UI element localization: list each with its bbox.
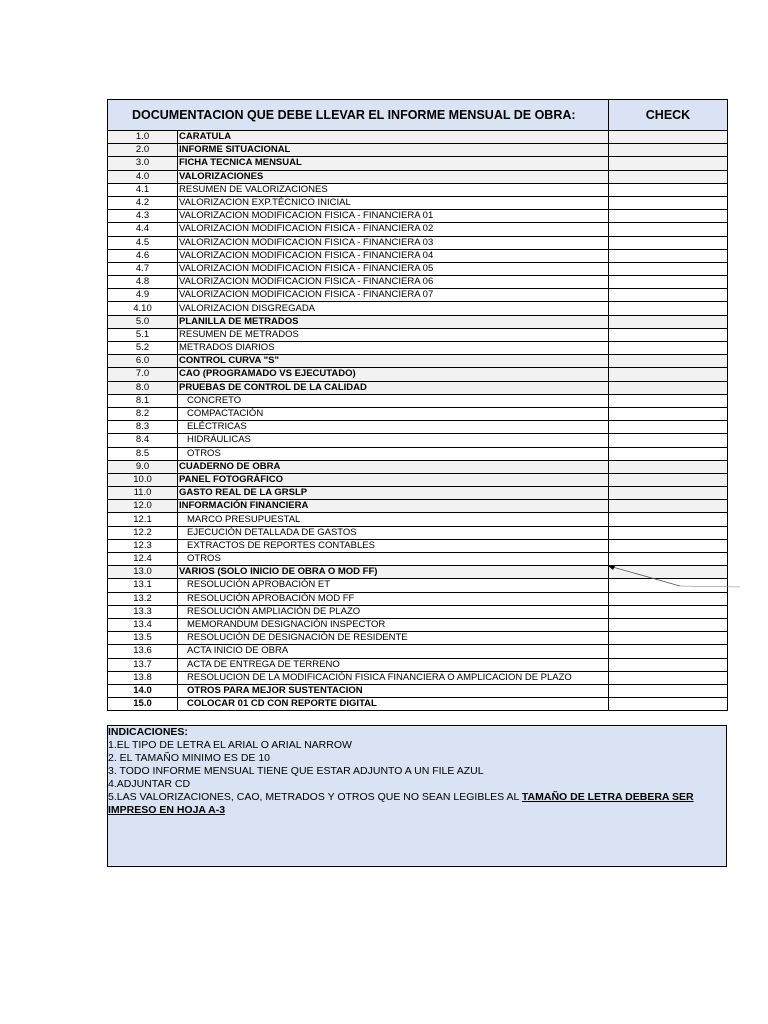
item-description <box>178 698 609 711</box>
indication-4: 4.ADJUNTAR CD <box>108 778 191 790</box>
item-number: 6.0 <box>108 355 178 368</box>
item-description-text: GASTO REAL DE LA GRSLP <box>179 487 308 499</box>
check-cell[interactable] <box>609 381 728 394</box>
table-row <box>108 394 728 407</box>
item-description-text: EXTRACTOS DE REPORTES CONTABLES <box>187 539 375 551</box>
item-number: 5.2 <box>108 342 178 355</box>
item-description <box>178 487 609 500</box>
check-cell[interactable] <box>609 131 728 144</box>
check-cell[interactable] <box>609 183 728 196</box>
table-row <box>108 276 728 289</box>
check-cell[interactable] <box>609 355 728 368</box>
check-cell[interactable] <box>609 526 728 539</box>
item-description <box>178 447 609 460</box>
table-row <box>108 157 728 170</box>
table-row <box>108 342 728 355</box>
table-row <box>108 328 728 341</box>
item-description <box>178 473 609 486</box>
item-description <box>178 526 609 539</box>
table-row <box>108 355 728 368</box>
check-cell[interactable] <box>609 487 728 500</box>
table-row <box>108 381 728 394</box>
check-cell[interactable] <box>609 592 728 605</box>
item-number: 13.6 <box>108 645 178 658</box>
check-cell[interactable] <box>609 473 728 486</box>
table-row <box>108 513 728 526</box>
item-description-text: CARATULA <box>179 131 232 143</box>
item-description-text: VALORIZACION EXP.TÉCNICO INICIAL <box>179 197 351 209</box>
check-cell[interactable] <box>609 342 728 355</box>
item-description-text: CUADERNO DE OBRA <box>179 460 281 472</box>
item-description <box>178 368 609 381</box>
table-row <box>108 144 728 157</box>
item-description <box>178 407 609 420</box>
table-row <box>108 618 728 631</box>
table-header-row <box>108 100 728 131</box>
item-description-text: INFORMACIÓN FINANCIERA <box>179 500 309 512</box>
check-cell[interactable] <box>609 671 728 684</box>
item-description-text: FICHA TECNICA MENSUAL <box>179 157 302 169</box>
table-row <box>108 368 728 381</box>
table-row <box>108 131 728 144</box>
item-description-text: HIDRÁULICAS <box>187 434 251 446</box>
indication-1: 1.EL TIPO DE LETRA EL ARIAL O ARIAL NARROW <box>108 739 352 751</box>
table-row <box>108 592 728 605</box>
check-cell[interactable] <box>609 223 728 236</box>
check-cell[interactable] <box>609 144 728 157</box>
item-description-text: RESOLUCIÓN DE DESIGNACIÓN DE RESIDENTE <box>187 632 408 644</box>
item-number: 3.0 <box>108 157 178 170</box>
table-row <box>108 473 728 486</box>
item-number: 13.7 <box>108 658 178 671</box>
table-row <box>108 407 728 420</box>
item-description-text: MARCO PRESUPUESTAL <box>187 513 301 525</box>
check-cell[interactable] <box>609 210 728 223</box>
item-description <box>178 183 609 196</box>
table-row <box>108 671 728 684</box>
check-cell[interactable] <box>609 368 728 381</box>
item-description <box>178 276 609 289</box>
check-cell[interactable] <box>609 500 728 513</box>
item-description <box>178 394 609 407</box>
item-description-text: METRADOS DIARIOS <box>179 342 275 354</box>
item-description <box>178 579 609 592</box>
table-row <box>108 500 728 513</box>
check-cell[interactable] <box>609 328 728 341</box>
table-row <box>108 315 728 328</box>
item-number: 8.0 <box>108 381 178 394</box>
check-cell[interactable] <box>609 302 728 315</box>
item-number: 13.4 <box>108 618 178 631</box>
item-description <box>178 144 609 157</box>
indications-title: INDICACIONES: <box>108 726 188 738</box>
table-row <box>108 236 728 249</box>
item-number: 15.0 <box>108 698 178 711</box>
table-row <box>108 658 728 671</box>
indication-3: 3. TODO INFORME MENSUAL TIENE QUE ESTAR ADJUNTO A UN FILE AZUL <box>108 765 484 777</box>
item-description-text: PLANILLA DE METRADOS <box>179 315 299 327</box>
item-description-text: RESOLUCION DE LA MODIFICACIÓN FISICA FINANCIERA O AMPLICACION DE PLAZO <box>187 671 572 683</box>
check-cell[interactable] <box>609 394 728 407</box>
item-number: 8.1 <box>108 394 178 407</box>
table-row <box>108 249 728 262</box>
item-number: 4.2 <box>108 196 178 209</box>
item-description <box>178 131 609 144</box>
indication-5-text: 5.LAS VALORIZACIONES, CAO, METRADOS Y OTROS QUE NO SEAN LEGIBLES AL <box>108 791 522 803</box>
table-row <box>108 526 728 539</box>
item-description-text: PRUEBAS DE CONTROL DE LA CALIDAD <box>179 381 367 393</box>
item-description-text: MEMORANDUM DESIGNACIÓN INSPECTOR <box>187 619 386 631</box>
table-row <box>108 289 728 302</box>
check-cell[interactable] <box>609 632 728 645</box>
item-description <box>178 196 609 209</box>
item-description <box>178 342 609 355</box>
table-row <box>108 302 728 315</box>
item-description-text: VALORIZACION MODIFICACION FISICA - FINANCIERA 07 <box>179 289 434 301</box>
item-description-text: VALORIZACION MODIFICACION FISICA - FINANCIERA 04 <box>179 249 434 261</box>
item-description <box>178 632 609 645</box>
checklist-sheet <box>107 99 727 711</box>
table-row <box>108 698 728 711</box>
item-description-text: OTROS PARA MEJOR SUSTENTACION <box>187 684 363 696</box>
table-row <box>108 170 728 183</box>
check-cell[interactable] <box>609 618 728 631</box>
item-description <box>178 592 609 605</box>
item-number: 4.7 <box>108 262 178 275</box>
item-description-text: VALORIZACIONES <box>179 170 264 182</box>
indication-5-emphasis: TAMAÑO DE LETRA DEBERA SER IMPRESO EN HOJA A-3 <box>108 791 694 816</box>
item-number: 4.9 <box>108 289 178 302</box>
item-description <box>178 500 609 513</box>
item-description-text: ELÉCTRICAS <box>187 421 247 433</box>
table-row <box>108 632 728 645</box>
item-description-text: RESUMEN DE METRADOS <box>179 328 299 340</box>
item-number: 8.5 <box>108 447 178 460</box>
item-description-text: COLOCAR 01 CD CON REPORTE DIGITAL <box>187 698 377 710</box>
item-description-text: COMPACTACIÓN <box>187 408 264 420</box>
check-cell[interactable] <box>609 605 728 618</box>
item-description-text: RESOLUCIÓN APROBACIÓN MOD FF <box>187 592 355 604</box>
check-cell[interactable] <box>609 513 728 526</box>
table-row <box>108 460 728 473</box>
table-row <box>108 262 728 275</box>
item-number: 11.0 <box>108 487 178 500</box>
item-description-text: OTROS <box>187 447 221 459</box>
check-cell[interactable] <box>609 407 728 420</box>
item-number: 8.3 <box>108 421 178 434</box>
item-number: 5.0 <box>108 315 178 328</box>
item-description-text: RESOLUCIÓN AMPLIACIÓN DE PLAZO <box>187 605 361 617</box>
item-description-text: CONCRETO <box>187 394 242 406</box>
item-number: 13.5 <box>108 632 178 645</box>
item-description <box>178 421 609 434</box>
item-description <box>178 236 609 249</box>
table-row <box>108 434 728 447</box>
item-number: 4.6 <box>108 249 178 262</box>
item-number: 12.2 <box>108 526 178 539</box>
item-number: 2.0 <box>108 144 178 157</box>
table-row <box>108 421 728 434</box>
check-column-header: CHECK <box>609 100 728 131</box>
check-cell[interactable] <box>609 276 728 289</box>
item-description <box>178 566 609 579</box>
item-number: 13.3 <box>108 605 178 618</box>
item-description-text: RESOLUCIÓN APROBACIÓN ET <box>187 579 331 591</box>
item-description <box>178 434 609 447</box>
item-number: 8.4 <box>108 434 178 447</box>
table-row <box>108 645 728 658</box>
table-row <box>108 539 728 552</box>
item-number: 7.0 <box>108 368 178 381</box>
check-cell[interactable] <box>609 421 728 434</box>
check-cell[interactable] <box>609 434 728 447</box>
item-description <box>178 328 609 341</box>
item-description <box>178 539 609 552</box>
item-description <box>178 645 609 658</box>
item-description-text: VALORIZACION MODIFICACION FISICA - FINANCIERA 03 <box>179 236 434 248</box>
item-description <box>178 157 609 170</box>
check-cell[interactable] <box>609 249 728 262</box>
check-cell[interactable] <box>609 539 728 552</box>
check-cell[interactable] <box>609 289 728 302</box>
check-cell[interactable] <box>609 315 728 328</box>
item-description-text: VALORIZACION DISGREGADA <box>179 302 316 314</box>
item-description-text: CONTROL CURVA "S" <box>179 355 279 367</box>
item-number: 4.1 <box>108 183 178 196</box>
item-description-text: ACTA INICIO DE OBRA <box>187 645 289 657</box>
item-description-text: EJECUCIÓN DETALLADA DE GASTOS <box>187 526 357 538</box>
item-number: 4.5 <box>108 236 178 249</box>
item-description <box>178 684 609 697</box>
item-number: 13.8 <box>108 671 178 684</box>
item-description <box>178 315 609 328</box>
item-description <box>178 355 609 368</box>
item-description-text: RESUMEN DE VALORIZACIONES <box>179 183 328 195</box>
check-cell[interactable] <box>609 262 728 275</box>
item-description <box>178 553 609 566</box>
item-description-text: INFORME SITUACIONAL <box>179 144 291 156</box>
item-description-text: VALORIZACION MODIFICACION FISICA - FINANCIERA 06 <box>179 276 434 288</box>
item-description <box>178 605 609 618</box>
item-description <box>178 381 609 394</box>
item-description <box>178 513 609 526</box>
arrow-annotation <box>605 562 745 592</box>
check-cell[interactable] <box>609 196 728 209</box>
check-cell[interactable] <box>609 698 728 711</box>
item-description-text: ACTA DE ENTREGA DE TERRENO <box>187 658 340 670</box>
indications-box <box>107 725 727 867</box>
check-cell[interactable] <box>609 460 728 473</box>
item-description <box>178 249 609 262</box>
item-number: 4.4 <box>108 223 178 236</box>
item-description <box>178 210 609 223</box>
item-number: 13.1 <box>108 579 178 592</box>
table-row <box>108 196 728 209</box>
table-row <box>108 223 728 236</box>
item-description <box>178 658 609 671</box>
item-number: 1.0 <box>108 131 178 144</box>
item-description <box>178 223 609 236</box>
table-row <box>108 447 728 460</box>
item-description <box>178 262 609 275</box>
item-number: 8.2 <box>108 407 178 420</box>
check-cell[interactable] <box>609 170 728 183</box>
item-number: 13.2 <box>108 592 178 605</box>
check-cell[interactable] <box>609 658 728 671</box>
item-description-text: VALORIZACION MODIFICACION FISICA - FINANCIERA 02 <box>179 223 434 235</box>
check-cell[interactable] <box>609 236 728 249</box>
check-cell[interactable] <box>609 157 728 170</box>
item-description <box>178 460 609 473</box>
indication-2: 2. EL TAMAÑO MINIMO ES DE 10 <box>108 752 271 764</box>
item-number: 14.0 <box>108 684 178 697</box>
item-description <box>178 170 609 183</box>
item-description <box>178 618 609 631</box>
item-number: 4.8 <box>108 276 178 289</box>
item-description-text: OTROS <box>187 553 221 565</box>
table-row <box>108 183 728 196</box>
check-cell[interactable] <box>609 645 728 658</box>
table-row <box>108 684 728 697</box>
item-description-text: VARIOS (SOLO INICIO DE OBRA O MOD FF) <box>179 566 378 578</box>
item-description-text: VALORIZACION MODIFICACION FISICA - FINANCIERA 01 <box>179 210 434 222</box>
item-number: 12.3 <box>108 539 178 552</box>
item-number: 12.1 <box>108 513 178 526</box>
item-description <box>178 302 609 315</box>
item-number: 5.1 <box>108 328 178 341</box>
item-description-text: PANEL FOTOGRÁFICO <box>179 473 283 485</box>
table-row <box>108 210 728 223</box>
item-number: 10.0 <box>108 473 178 486</box>
item-number: 13.0 <box>108 566 178 579</box>
item-number: 9.0 <box>108 460 178 473</box>
item-description <box>178 289 609 302</box>
item-number: 12.0 <box>108 500 178 513</box>
table-row <box>108 487 728 500</box>
item-description-text: VALORIZACION MODIFICACION FISICA - FINANCIERA 05 <box>179 262 434 274</box>
table-title: DOCUMENTACION QUE DEBE LLEVAR EL INFORME MENSUAL DE OBRA: <box>108 100 609 131</box>
check-cell[interactable] <box>609 684 728 697</box>
indication-5 <box>108 791 726 817</box>
item-number: 4.10 <box>108 302 178 315</box>
item-number: 12.4 <box>108 553 178 566</box>
item-number: 4.0 <box>108 170 178 183</box>
item-description <box>178 671 609 684</box>
item-number: 4.3 <box>108 210 178 223</box>
checklist-table <box>107 99 728 711</box>
item-description-text: CAO (PROGRAMADO VS EJECUTADO) <box>179 368 356 380</box>
check-cell[interactable] <box>609 447 728 460</box>
table-row <box>108 605 728 618</box>
